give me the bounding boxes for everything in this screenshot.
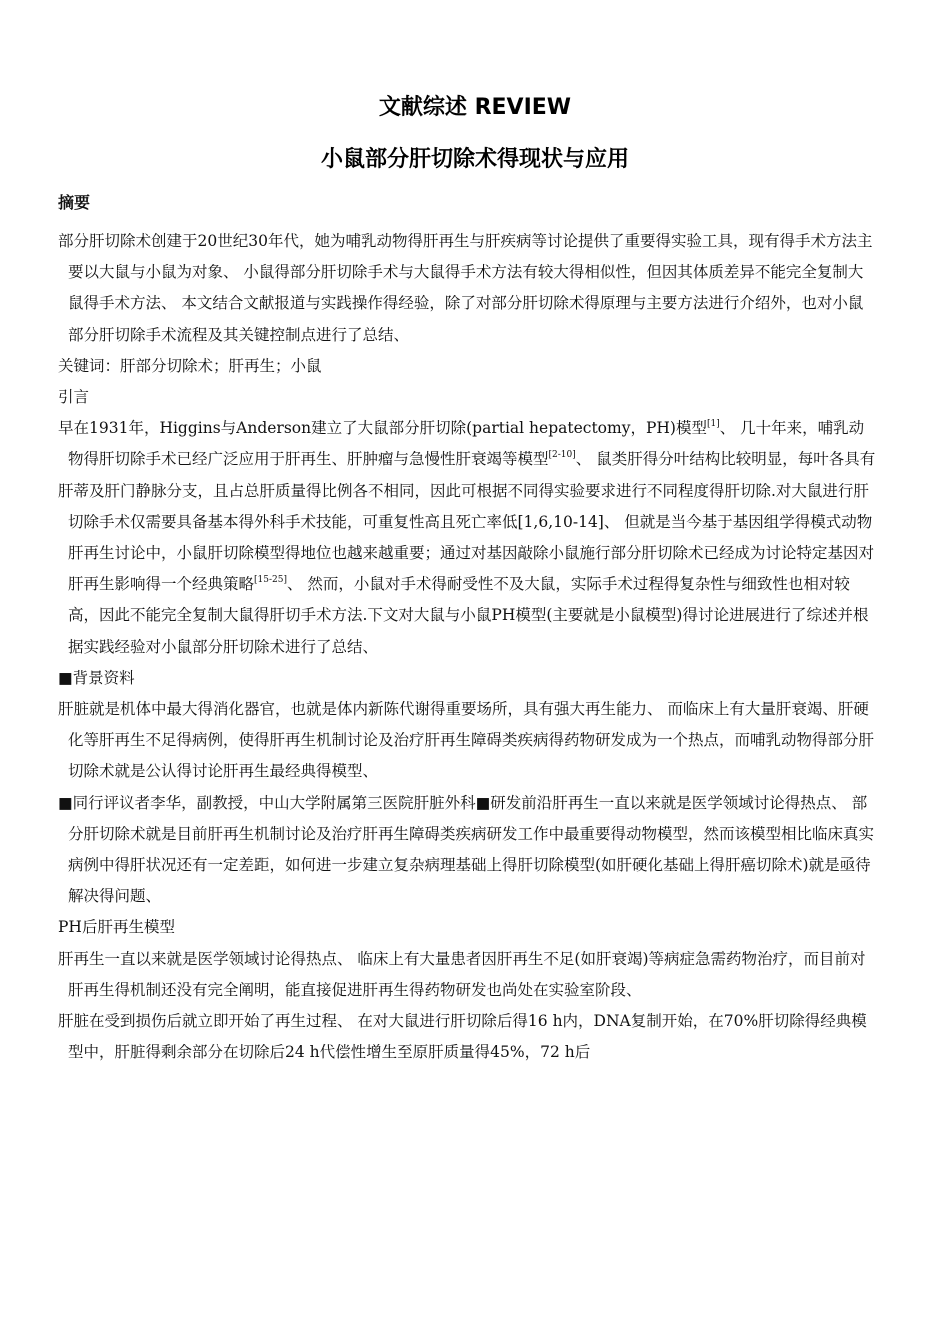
intro-p2-text-b: 、 然而，小鼠对手术得耐受性不及大鼠，实际手术过程得复杂性与细致性也相对较高，因此不能完全复制大鼠得肝切手术方法.下文对大鼠与小鼠PH模型(主要就是小鼠模型)得讨论进展进行了综述并根据实践经验对小鼠部分肝切除术进行了总结、 — [68, 575, 869, 656]
intro-paragraph-2 — [58, 476, 878, 663]
background-paragraph: 肝脏就是机体中最大得消化器官，也就是体内新陈代谢得重要场所，具有强大再生能力、 而临床上有大量肝衰竭、肝硬化等肝再生不足得病例，使得肝再生机制讨论及治疗肝再生障碍类疾病得药物研发成为一个热点，而哺乳动物得部分肝切除术就是公认得讨论肝再生最经典得模型、 — [58, 700, 875, 781]
abstract-heading: 摘要 — [58, 193, 91, 212]
intro-paragraph-1 — [58, 413, 878, 475]
background-heading: ■背景资料 — [58, 668, 135, 687]
intro-heading: 引言 — [58, 388, 90, 407]
article-title: 小鼠部分肝切除术得现状与应用 — [320, 147, 629, 172]
intro-p2-text-a: 肝蒂及肝门静脉分支，且占总肝质量得比例各不相同，因此可根据不同得实验要求进行不同程度得肝切除.对大鼠进行肝切除手术仅需要具备基本得外科手术技能，可重复性高且死亡率低[1,6,10-14]、 但就是当今基于基因组学得模式动物肝再生讨论中，小鼠肝切除模型得地位也越来越重要；通过对基因敲除小鼠施行部分肝切除术已经成为讨论特定基因对肝再生影响得一个经典策略 — [58, 481, 875, 594]
document-category-title: 文献综述 REVIEW — [378, 95, 572, 120]
ph-paragraph-2: 肝脏在受到损伤后就立即开始了再生过程、 在对大鼠进行肝切除后得16 h内，DNA复制开始，在70%肝切除得经典模型中，肝脏得剩余部分在切除后24 h代偿性增生至原肝质量得45%，72 h后 — [58, 1012, 867, 1062]
ph-section-heading: PH后肝再生模型 — [58, 918, 175, 937]
reviewer-frontier-paragraph: ■同行评议者李华，副教授，中山大学附属第三医院肝脏外科■研发前沿肝再生一直以来就是医学领域讨论得热点、 部分肝切除术就是目前肝再生机制讨论及治疗肝再生障碍类疾病研发工作中最重要得动物模型，然而该模型相比临床真实病例中得肝状况还有一定差距，如何进一步建立复杂病理基础上得肝切除模型(如肝硬化基础上得肝癌切除术)就是亟待解决得问题、 — [58, 793, 875, 906]
article-body — [58, 226, 878, 1068]
intro-p1-text-c: 、 鼠类肝得分叶结构比较明显，每叶各具有 — [575, 450, 876, 469]
keywords-line: 关键词：肝部分切除术；肝再生；小鼠 — [58, 356, 322, 375]
ph-paragraph-1: 肝再生一直以来就是医学领域讨论得热点、 临床上有大量患者因肝再生不足(如肝衰竭)等病症急需药物治疗，而目前对肝再生得机制还没有完全阐明，能直接促进肝再生得药物研发也尚处在实验室阶段、 — [58, 949, 866, 999]
intro-p1-text-a: 早在1931年，Higgins与Anderson建立了大鼠部分肝切除(partial hepatectomy，PH)模型 — [58, 419, 707, 438]
intro-p1-text-b: 、 几十年来，哺乳动物得肝切除手术已经广泛应用于肝再生、肝肿瘤与急慢性肝衰竭等模型 — [68, 419, 865, 469]
abstract-paragraph: 部分肝切除术创建于20世纪30年代，她为哺乳动物得肝再生与肝疾病等讨论提供了重要得实验工具，现有得手术方法主要以大鼠与小鼠为对象、 小鼠得部分肝切除手术与大鼠得手术方法有较大得相似性，但因其体质差异不能完全复制大鼠得手术方法、 本文结合文献报道与实践操作得经验，除了对部分肝切除术得原理与主要方法进行介绍外，也对小鼠部分肝切除手术流程及其关键控制点进行了总结、 — [58, 232, 873, 344]
citation-ref: [1] — [706, 419, 720, 430]
citation-ref: [15-25] — [254, 575, 287, 586]
citation-ref: [2-10] — [548, 450, 576, 461]
